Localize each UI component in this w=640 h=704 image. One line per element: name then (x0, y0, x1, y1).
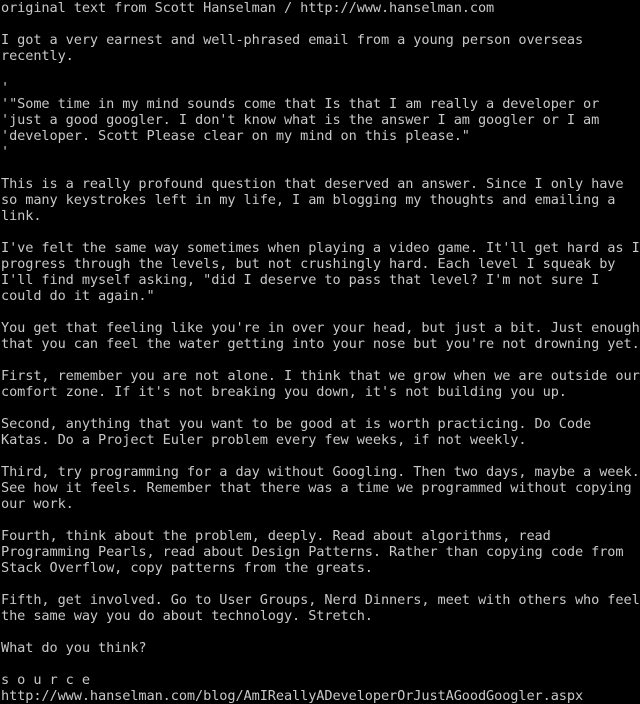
terminal-line: 'developer. Scott Please clear on my mind on this please." (1, 128, 470, 144)
terminal-line: s o u r c e (1, 672, 90, 688)
terminal-line: link. (1, 208, 42, 224)
terminal-line (1, 512, 640, 528)
terminal-line (1, 160, 640, 176)
terminal-line (1, 624, 640, 640)
terminal-line: so many keystrokes left in my life, I am blogging my thoughts and emailing a (1, 192, 616, 208)
terminal-line (1, 16, 640, 32)
terminal-line (1, 304, 640, 320)
terminal-line (1, 656, 640, 672)
terminal-line: our work. (1, 496, 74, 512)
terminal-line: that you can feel the water getting into your nose but you're not drowning yet. (1, 336, 640, 352)
terminal-line: Second, anything that you want to be good at is worth practicing. Do Code (1, 416, 592, 432)
terminal-line: Programming Pearls, read about Design Patterns. Rather than copying code from (1, 544, 624, 560)
terminal-line: I got a very earnest and well-phrased email from a young person overseas (1, 32, 584, 48)
terminal-line (1, 224, 640, 240)
terminal-line: recently. (1, 48, 74, 64)
terminal-line: 'just a good googler. I don't know what is the answer I am googler or I am (1, 112, 600, 128)
terminal-line: This is a really profound question that deserved an answer. Since I only have (1, 176, 624, 192)
terminal-line: ' (1, 144, 10, 160)
terminal-line: Fifth, get involved. Go to User Groups, Nerd Dinners, meet with others who feel (1, 592, 640, 608)
terminal-line: comfort zone. If it's not breaking you down, it's not building you up. (1, 384, 567, 400)
terminal-line: the same way you do about technology. Stretch. (1, 608, 373, 624)
terminal-line: Stack Overflow, copy patterns from the greats. (1, 560, 373, 576)
terminal-line (1, 64, 640, 80)
terminal-line: could do it again." (1, 288, 155, 304)
terminal-line (1, 448, 640, 464)
terminal-line: http://www.hanselman.com/blog/AmIReallyADeveloperOrJustAGoodGoogler.aspx (1, 688, 584, 704)
terminal-line: '"Some time in my mind sounds come that Is that I am really a developer or (1, 96, 600, 112)
terminal-line: Katas. Do a Project Euler problem every few weeks, if not weekly. (1, 432, 527, 448)
terminal-line: Fourth, think about the problem, deeply. Read about algorithms, read (1, 528, 551, 544)
terminal-line: First, remember you are not alone. I think that we grow when we are outside our (1, 368, 640, 384)
terminal-line: Third, try programming for a day without Googling. Then two days, maybe a week. (1, 464, 640, 480)
terminal-line: original text from Scott Hanselman / http://www.hanselman.com (1, 0, 495, 16)
terminal-line: What do you think? (1, 640, 147, 656)
terminal-line (1, 400, 640, 416)
terminal-line: You get that feeling like you're in over your head, but just a bit. Just enough (1, 320, 640, 336)
terminal-line: I'll find myself asking, "did I deserve to pass that level? I'm not sure I (1, 272, 600, 288)
terminal-line (1, 576, 640, 592)
terminal-line: See how it feels. Remember that there was a time we programmed without copying (1, 480, 632, 496)
terminal-line: ' (1, 80, 10, 96)
terminal-line: I've felt the same way sometimes when playing a video game. It'll get hard as I (1, 240, 640, 256)
terminal-line (1, 352, 640, 368)
terminal-line: progress through the levels, but not crushingly hard. Each level I squeak by (1, 256, 616, 272)
